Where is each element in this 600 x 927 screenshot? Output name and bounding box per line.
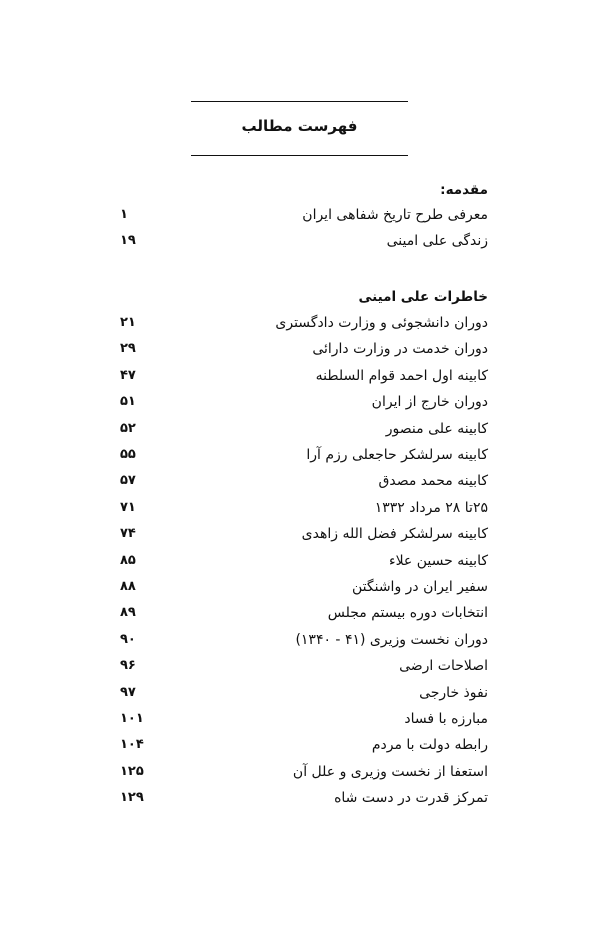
toc-entry-title: رابطه دولت با مردم: [371, 737, 488, 754]
toc-entry-page-number: ۹۷: [120, 684, 136, 700]
toc-entry-title: اصلاحات ارضی: [399, 658, 488, 675]
toc-entry-page-number: ۸۹: [120, 605, 136, 621]
toc-entry: [112, 526, 488, 552]
toc-entry: [112, 685, 488, 711]
toc-entry-title: انتخابات دوره بیستم مجلس: [327, 605, 488, 622]
section-heading: مقدمه:: [440, 182, 488, 198]
toc-entry-page-number: ۱۰۴: [120, 737, 144, 753]
toc-entry-page-number: ۵۲: [120, 420, 136, 436]
toc-entry: [112, 421, 488, 447]
toc-entry: [112, 473, 488, 499]
toc-entry-title: زندگی علی امینی: [386, 233, 488, 250]
toc-entry-title: دوران خارج از ایران: [371, 394, 488, 411]
toc-entry-page-number: ۸۵: [120, 552, 136, 568]
toc-entry: [112, 737, 488, 763]
toc-entry-page-number: ۸۸: [120, 579, 136, 594]
toc-entry-page-number: ۱۹: [120, 233, 136, 249]
toc-entry: [112, 207, 488, 233]
toc-entry-page-number: ۴۷: [120, 367, 136, 383]
toc-entry-title: دوران خدمت در وزارت دارائی: [312, 341, 488, 358]
toc-entry: [112, 658, 488, 684]
toc-entry: [112, 764, 488, 790]
toc-entry: [112, 394, 488, 420]
toc-entry: [112, 500, 488, 526]
toc-entry: [112, 341, 488, 367]
toc-entry-title: مبارزه با فساد: [404, 711, 488, 727]
toc-entry: [112, 315, 488, 341]
toc-entry-page-number: ۱۲۵: [120, 763, 144, 779]
title-rule-bottom: [191, 155, 408, 156]
toc-entry-title: کابینه علی منصور: [385, 420, 488, 437]
page-title: فهرست مطالب: [241, 117, 358, 135]
toc-entry-page-number: ۲۹: [120, 341, 136, 357]
toc-entry: [112, 632, 488, 658]
toc-entry-page-number: ۱۲۹: [120, 790, 144, 806]
toc-entry-title: نفوذ خارجی: [419, 684, 488, 701]
toc-entry-page-number: ۵۵: [120, 447, 136, 462]
toc-entry-title: دوران دانشجوئی و وزارت دادگستری: [275, 315, 488, 331]
toc-entry-title: سفیر ایران در واشنگتن: [351, 579, 488, 595]
toc-entry-page-number: ۹۶: [120, 658, 136, 674]
toc-entry-page-number: ۲۱: [120, 315, 136, 330]
toc-entry-page-number: ۱۰۱: [120, 711, 144, 726]
toc-entry-page-number: ۵۷: [120, 473, 136, 489]
toc-entry-title: کابینه سرلشکر حاجعلی رزم آرا: [306, 447, 488, 463]
toc-entry: [112, 790, 488, 816]
toc-entry-title: دوران نخست وزیری (۴۱ - ۱۳۴۰): [295, 631, 488, 648]
toc-entry-title: کابینه اول احمد قوام السلطنه: [315, 367, 488, 384]
title-rule-top: [191, 101, 408, 102]
toc-entry-title: استعفا از نخست وزیری و علل آن: [292, 763, 488, 780]
toc-entry-title: کابینه محمد مصدق: [378, 473, 488, 490]
toc-entry: [112, 711, 488, 737]
section-heading: خاطرات علی امینی: [358, 289, 488, 305]
toc-entry: [112, 553, 488, 579]
toc-entry-title: کابینه حسین علاء: [389, 552, 488, 569]
toc-entry-title: تمرکز قدرت در دست شاه: [334, 790, 488, 807]
toc-entry-title: معرفی طرح تاریخ شفاهی ایران: [302, 207, 488, 223]
toc-entry: [112, 447, 488, 473]
toc-entry-page-number: ۹۰: [120, 631, 136, 647]
toc-entry-title: ۲۵تا ۲۸ مرداد ۱۳۳۲: [374, 499, 488, 516]
toc-entry-page-number: ۱: [120, 207, 128, 222]
toc-entry-title: کابینه سرلشکر فضل الله زاهدی: [301, 526, 488, 543]
toc-entry-page-number: ۷۴: [120, 526, 136, 542]
toc-entry-page-number: ۵۱: [120, 394, 136, 410]
toc-entry: [112, 579, 488, 605]
toc-entry-page-number: ۷۱: [120, 499, 136, 515]
toc-entry: [112, 605, 488, 631]
toc-entry: [112, 368, 488, 394]
toc-entry: [112, 233, 488, 259]
